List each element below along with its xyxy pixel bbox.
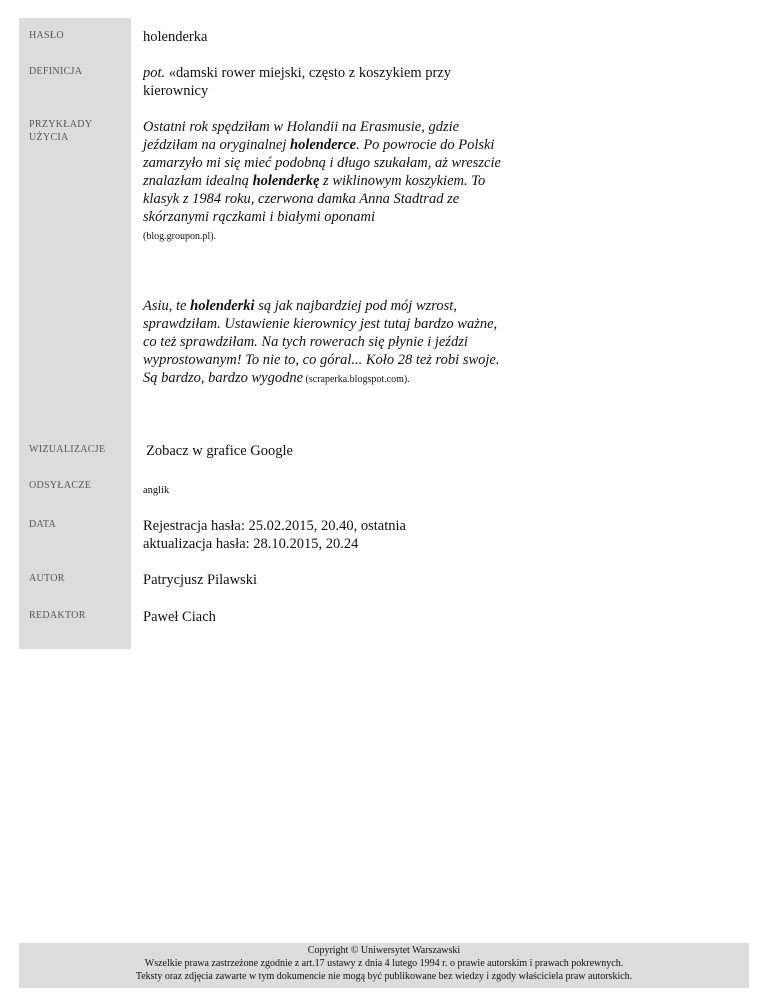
haslo-label: HASŁO — [29, 30, 64, 41]
registration-dates — [143, 517, 563, 553]
copyright-line: Copyright © Uniwersytet Warszawski — [307, 945, 461, 956]
example-2 — [143, 297, 503, 389]
definition-text: «damski rower miejski, często z koszykiem przy kierownicy — [143, 65, 452, 99]
przyklady-label-line1: PRZYKŁADY — [29, 119, 93, 130]
example-1-text-c: z wiklinowym koszykiem. To klasyk z 1984 roku, czerwona damka Anna Stadtrad ze skórzanymi rączkami i białymi oponami — [143, 173, 486, 225]
registration-date-line2: aktualizacja hasła: 28.10.2015, 20.24 — [143, 536, 359, 552]
example-2-keyword: holenderki — [190, 298, 255, 314]
definition-register: pot. — [143, 65, 166, 81]
definition — [143, 64, 503, 100]
definicja-label: DEFINICJA — [29, 66, 83, 77]
example-2-text-a: Asiu, te — [143, 298, 191, 314]
example-1-keyword-a: holenderce — [290, 137, 357, 153]
example-1-source: (blog.groupon.pl). — [143, 231, 217, 242]
wizualizacje-label: WIZUALIZACJE — [29, 444, 106, 455]
example-1-text-b: . Po powrocie do Polski zamarzyło mi się mieć podobną i długo szukałam, aż wreszcie znalazłam idealną — [143, 137, 501, 189]
headword: holenderka — [143, 29, 208, 45]
label-column-background — [19, 18, 131, 649]
google-images-link[interactable]: Zobacz w grafice Google — [146, 443, 293, 459]
publication-notice-line: Teksty oraz zdjęcia zawarte w tym dokumencie nie mogą być publikowane bez wiedzy i zgody właściciela praw autorskich. — [135, 971, 633, 982]
przyklady-label — [29, 118, 129, 144]
odsylacze-label: ODSYŁACZE — [29, 480, 92, 491]
cross-reference-link[interactable]: anglik — [143, 485, 170, 496]
autor-label: AUTOR — [29, 573, 65, 584]
registration-date-line1: Rejestracja hasła: 25.02.2015, 20.40, ostatnia — [143, 518, 406, 534]
author-name: Patrycjusz Pilawski — [143, 572, 257, 588]
editor-name: Paweł Ciach — [143, 609, 216, 625]
rights-line: Wszelkie prawa zastrzeżone zgodnie z art.17 ustawy z dnia 4 lutego 1994 r. o prawie autorskim i prawach pokrewnych. — [144, 958, 624, 969]
copyright-footer — [19, 943, 749, 988]
example-2-source: (scraperka.blogspot.com). — [303, 374, 410, 385]
przyklady-label-line2: UŻYCIA — [29, 132, 69, 143]
example-1-keyword-b: holenderkę — [252, 173, 320, 189]
redaktor-label: REDAKTOR — [29, 610, 86, 621]
example-1 — [143, 118, 503, 246]
data-label: DATA — [29, 519, 57, 530]
example-2-text-b: są jak najbardziej pod mój wzrost, sprawdziłam. Ustawienie kierownicy jest tutaj bardzo ważne, co też sprawdziłam. Na tych rowerach się płynie i jeździ wyprostowanym! To nie to, co góral... Koło 28 też robi swoje. Są bardzo, bardzo wygodne — [143, 298, 500, 386]
example-1-text-a: Ostatni rok spędziłam w Holandii na Erasmusie, gdzie jeździłam na oryginalnej — [143, 119, 460, 153]
